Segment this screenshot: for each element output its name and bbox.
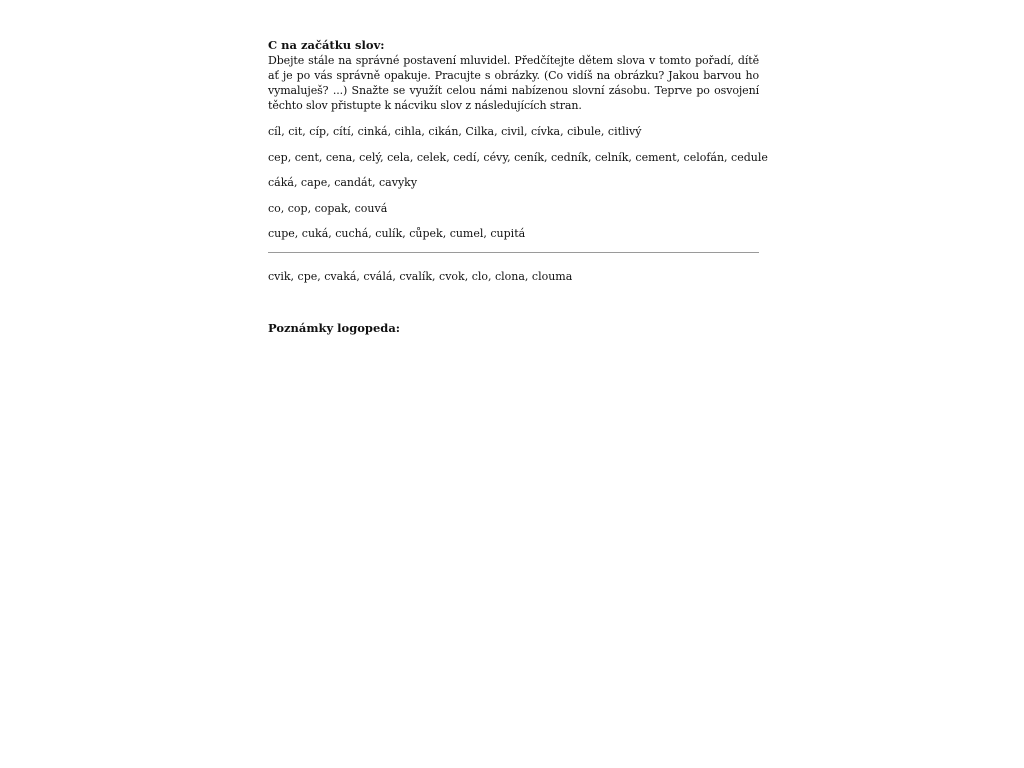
document-body (268, 38, 768, 336)
section-heading: C na začátku slov: (268, 38, 385, 52)
word-list-cu: cupe, cuká, cuchá, culík, cůpek, cumel, cupitá (268, 227, 526, 240)
notes-label: Poznámky logopeda: (268, 321, 401, 335)
word-list-co: co, cop, copak, couvá (268, 201, 388, 215)
instructions-paragraph: Dbejte stále na správné postavení mluvidel. Předčítejte dětem slova v tomto pořadí, dítě ať je po vás správně opakuje. Pracujte s obrázky. (Co vidíš na obrázku? Jakou barvou ho vymaluješ? ...) Snažte se využít celou námi nabízenou slovní zásobu. Teprve po osvojení těchto slov přistupte k nácviku slov z následujících stran. (268, 54, 759, 112)
word-list-ce: cep, cent, cena, celý, cela, celek, cedí, cévy, ceník, cedník, celník, cement, celofán, cedule (268, 150, 768, 164)
section-divider (268, 252, 759, 253)
word-list-ci: cíl, cit, cíp, cítí, cinká, cihla, cikán, Cilka, civil, cívka, cibule, citlivý (268, 125, 642, 138)
word-list-ca: cáká, cape, candát, cavyky (268, 176, 418, 189)
word-list-clusters: cvik, cpe, cvaká, cválá, cvalík, cvok, clo, clona, clouma (268, 270, 573, 283)
